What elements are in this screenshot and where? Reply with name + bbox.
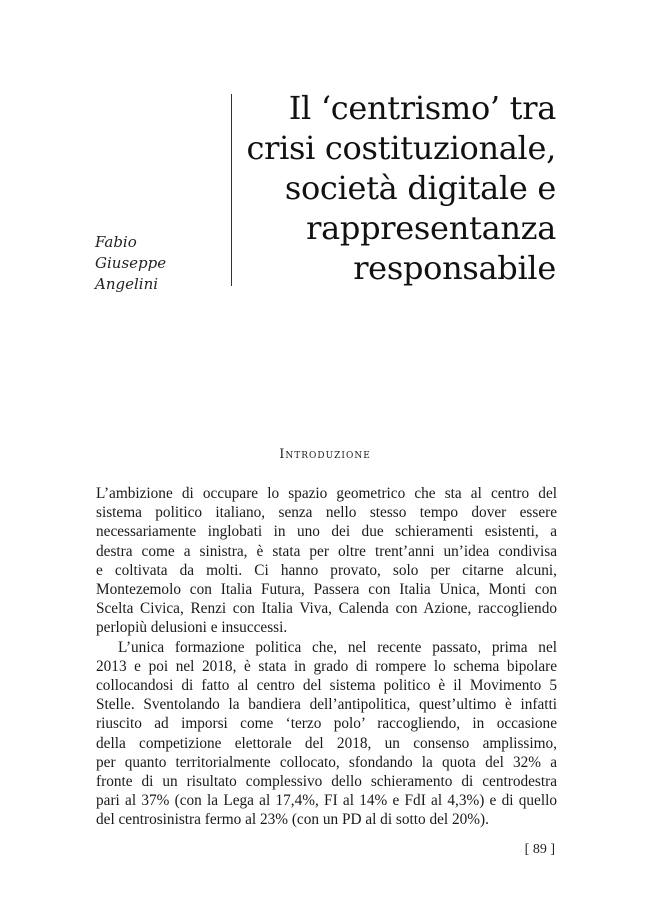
title-line: crisi costituzionale, [246,129,556,167]
text-line: perlopiù delusioni e insuccessi. [96,619,288,637]
title-line: rappresentanza [306,209,556,247]
text-line: e coltivata da molti. Ci hanno provato, solo per citarne alcuni, [96,561,557,579]
text-line: fronte di un risultato complessivo dello schieramento di centrodestra [96,773,557,791]
text-line: L’ambizione di occupare lo spazio geometrico che sta al centro del [96,485,557,502]
text-line: Stelle. Sventolando la bandiera dell’antipolitica, quest’ultimo è infatti [96,696,557,714]
section-heading: Introduzione [279,447,371,462]
text-line: della competizione elettorale del 2018, un consenso amplissimo, [96,734,557,752]
text-line: sistema politico italiano, senza nello stesso tempo dover essere [96,504,557,522]
author-name [95,232,215,295]
text-line: del centrosinistra fermo al 23% (con un PD al di sotto del 20%). [96,811,489,829]
text-line: collocandosi di fatto al centro del sistema politico è il Movimento 5 [96,677,557,695]
body-text [96,484,557,830]
chapter-title [226,88,556,288]
text-line: Scelta Civica, Renzi con Italia Viva, Calenda con Azione, raccogliendo [96,600,557,618]
text-line: riuscito ad imporsi come ‘terzo polo’ raccogliendo, in occasione [96,715,557,733]
text-line: L’unica formazione politica che, nel recente passato, prima nel [118,638,557,656]
title-line: responsabile [353,249,556,287]
author-middle-name: Giuseppe [95,254,167,272]
text-line: pari al 37% (con la Lega al 17,4%, FI al 14% e FdI al 4,3%) e di quello [96,792,557,810]
text-line: per quanto territorialmente collocato, sfondando la quota del 32% a [96,753,557,771]
paragraph-2 [96,638,557,830]
text-line: Montezemolo con Italia Futura, Passera con Italia Unica, Monti con [96,581,557,599]
text-line: 2013 e poi nel 2018, è stata in grado di rompere lo schema bipolare [96,657,557,675]
text-line: necessariamente inglobati in uno dei due schieramenti esistenti, a [96,523,557,541]
author-first-name: Fabio [95,233,137,251]
page-number: [ 89 ] [524,842,555,857]
title-line: società digitale e [284,169,556,207]
text-line: destra come a sinistra, è stata per oltre trent’anni un’idea condivisa [96,542,557,560]
author-last-name: Angelini [95,275,159,293]
paragraph-1 [96,484,557,638]
title-line: Il ‘centrismo’ tra [288,89,556,127]
